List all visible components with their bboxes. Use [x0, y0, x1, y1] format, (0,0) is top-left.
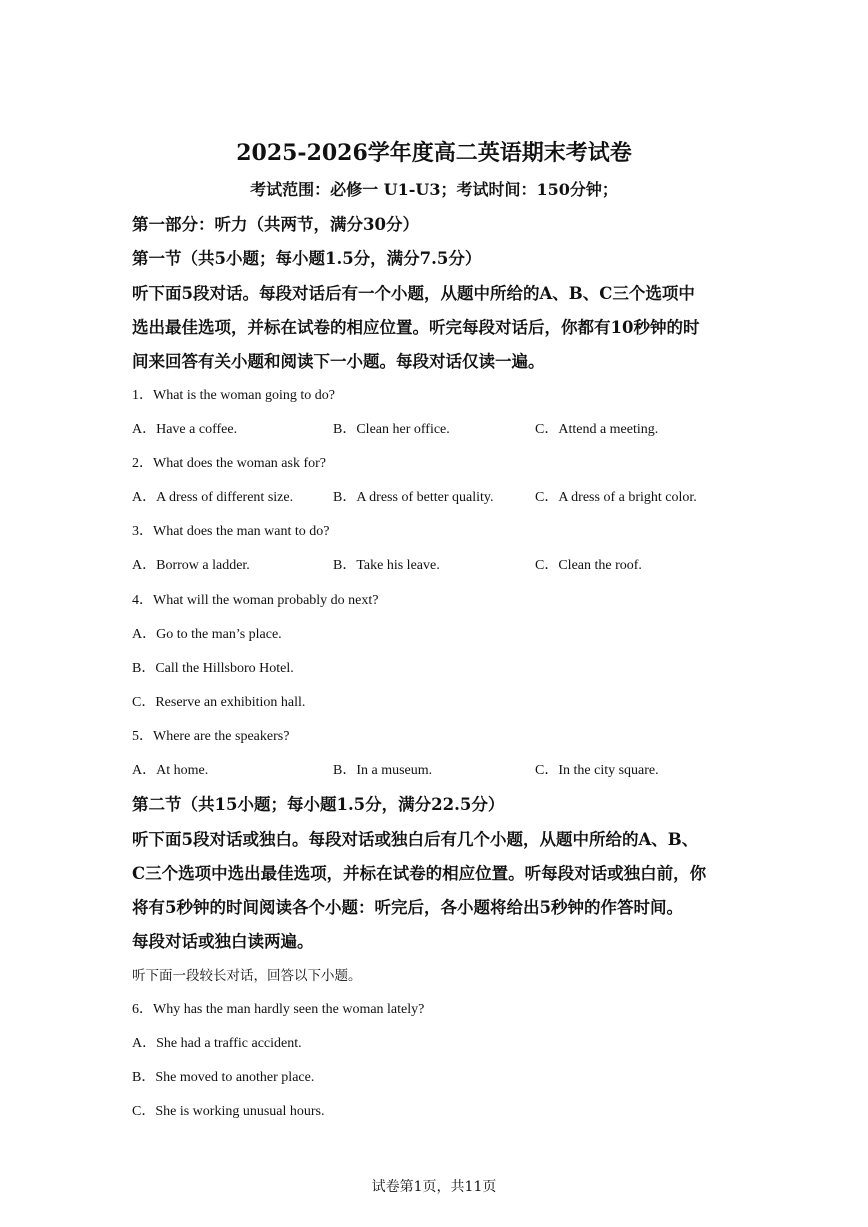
option-c: C．Clean the roof. — [535, 558, 642, 573]
question-stem: 4．What will the woman probably do next? — [132, 593, 379, 608]
option-b: B．Clean her office. — [333, 422, 450, 437]
section2-instruction-line: 听下面5段对话或独白。每段对话或独白后有几个小题，从题中所给的A、B、 — [132, 830, 699, 849]
part1-heading: 第一部分：听力（共两节，满分30分） — [132, 215, 419, 234]
option-a: A．Go to the man’s place. — [132, 627, 282, 642]
option-row — [132, 554, 752, 578]
option-c: C．Reserve an exhibition hall. — [132, 695, 306, 710]
page-title: 2025-2026学年度高二英语期末考试卷 — [236, 140, 632, 166]
option-a: A．A dress of different size. — [132, 490, 294, 505]
section1-instruction-line: 间来回答有关小题和阅读下一小题。每段对话仅读一遍。 — [132, 352, 545, 371]
section1-heading: 第一节（共5小题；每小题1.5分，满分7.5分） — [132, 249, 482, 268]
question-stem: 5．Where are the speakers? — [132, 729, 290, 744]
section2-instruction-line: 将有5秒钟的时间阅读各个小题：听完后，各小题将给出5秒钟的作答时间。 — [132, 898, 683, 917]
option-c: C．A dress of a bright color. — [535, 490, 697, 505]
option-c: C．She is working unusual hours. — [132, 1104, 325, 1119]
option-a: A．Have a coffee. — [132, 422, 238, 437]
option-row — [132, 759, 752, 783]
section2-instruction-line: 每段对话或独白读两遍。 — [132, 932, 314, 951]
option-b: B．A dress of better quality. — [333, 490, 494, 505]
option-a: A．Borrow a ladder. — [132, 558, 250, 573]
option-c: C．Attend a meeting. — [535, 422, 659, 437]
option-row — [132, 486, 752, 510]
section1-instruction-line: 听下面5段对话。每段对话后有一个小题，从题中所给的A、B、C三个选项中 — [132, 284, 695, 303]
option-c: C．In the city square. — [535, 763, 659, 778]
option-a: A．At home. — [132, 763, 209, 778]
question-stem: 1．What is the woman going to do? — [132, 388, 335, 403]
exam-info: 考试范围：必修一 U1-U3；考试时间：150分钟； — [250, 180, 618, 199]
dialogue-lead: 听下面一段较长对话，回答以下小题。 — [132, 968, 362, 984]
page-footer: 试卷第1页，共11页 — [371, 1179, 497, 1195]
question-stem: 6．Why has the man hardly seen the woman lately? — [132, 1002, 425, 1017]
option-b: B．She moved to another place. — [132, 1070, 315, 1085]
question-stem: 2．What does the woman ask for? — [132, 456, 326, 471]
section2-instruction-line: C三个选项中选出最佳选项，并标在试卷的相应位置。听每段对话或独白前，你 — [132, 864, 707, 883]
option-row — [132, 418, 752, 442]
section2-heading: 第二节（共15小题；每小题1.5分，满分22.5分） — [132, 795, 505, 814]
option-b: B．In a museum. — [333, 763, 433, 778]
option-b: B．Take his leave. — [333, 558, 440, 573]
section1-instruction-line: 选出最佳选项，并标在试卷的相应位置。听完每段对话后，你都有10秒钟的时 — [132, 318, 700, 337]
option-a: A．She had a traffic accident. — [132, 1036, 302, 1051]
question-stem: 3．What does the man want to do? — [132, 524, 330, 539]
option-b: B．Call the Hillsboro Hotel. — [132, 661, 294, 676]
